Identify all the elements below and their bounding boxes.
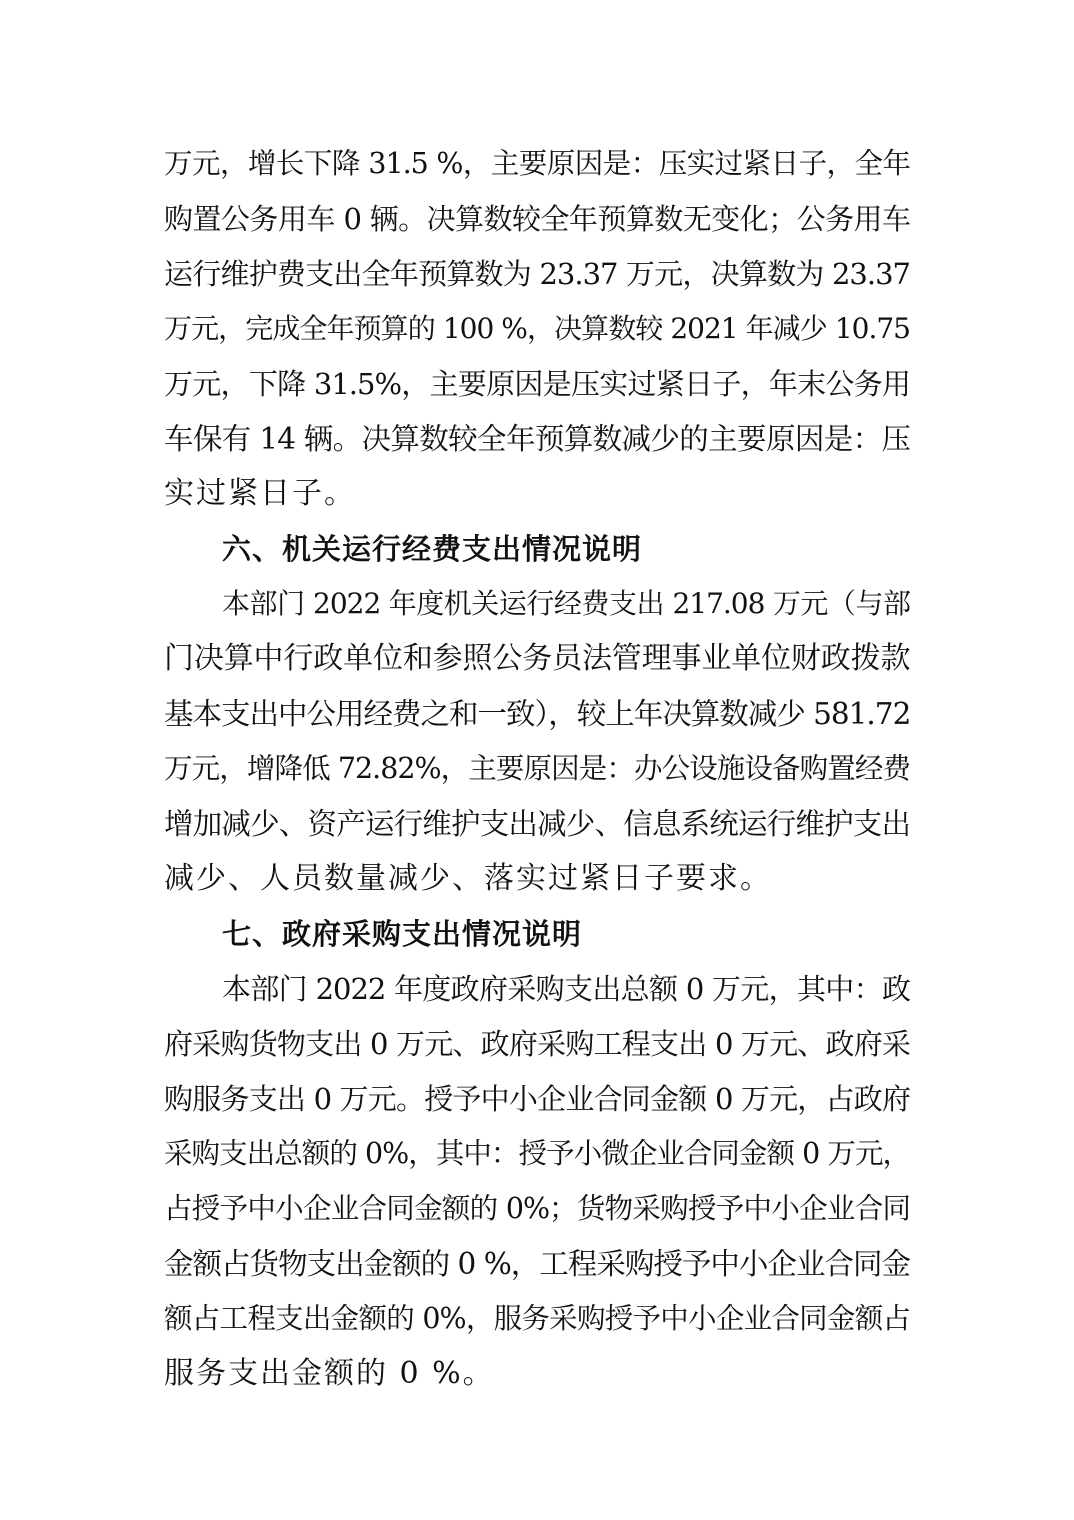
para2-line-6: 减少、人员数量减少、落实过紧日子要求。	[164, 861, 772, 896]
para1-line-1: 万元，增长下降 31.5 %，主要原因是：压实过紧日子，全年	[164, 147, 910, 180]
para1-line-5: 万元，下降 31.5%，主要原因是压实过紧日子，年末公务用	[164, 367, 910, 401]
para1-line-3: 运行维护费支出全年预算数为 23.37 万元，决算数为 23.37	[164, 257, 910, 291]
para3-line-1: 本部门 2022 年度政府采购支出总额 0 万元，其中：政	[222, 972, 910, 1006]
para2-line-2: 门决算中行政单位和参照公务员法管理事业单位财政拨款	[164, 641, 910, 676]
para3-line-2: 府采购货物支出 0 万元、政府采购工程支出 0 万元、政府采	[164, 1027, 910, 1061]
para3-line-5: 占授予中小企业合同金额的 0%；货物采购授予中小企业合同	[164, 1192, 910, 1225]
para3-line-8: 服务支出金额的 0 %。	[164, 1356, 495, 1391]
para2-line-3: 基本支出中公用经费之和一致），较上年决算数减少 581.72	[164, 697, 911, 731]
para3-line-6: 金额占货物支出金额的 0 %，工程采购授予中小企业合同金	[164, 1247, 910, 1281]
section-heading-6: 六、机关运行经费支出情况说明	[222, 532, 643, 566]
section-heading-7: 七、政府采购支出情况说明	[222, 917, 583, 951]
para1-line-6: 车保有 14 辆。决算数较全年预算数减少的主要原因是：压	[164, 422, 910, 456]
para3-line-7: 额占工程支出金额的 0%，服务采购授予中小企业合同金额占	[164, 1302, 910, 1335]
para1-line-4: 万元，完成全年预算的 100 %，决算数较 2021 年减少 10.75	[164, 312, 910, 345]
para3-line-4: 采购支出总额的 0%，其中：授予小微企业合同金额 0 万元，	[164, 1137, 910, 1170]
para1-line-2: 购置公务用车 0 辆。决算数较全年预算数无变化；公务用车	[164, 202, 910, 236]
para2-line-4: 万元，增降低 72.82%，主要原因是：办公设施设备购置经费	[164, 752, 910, 785]
para2-line-1: 本部门 2022 年度机关运行经费支出 217.08 万元（与部	[222, 587, 910, 620]
para1-line-7: 实过紧日子。	[164, 476, 356, 511]
para3-line-3: 购服务支出 0 万元。授予中小企业合同金额 0 万元，占政府	[164, 1082, 910, 1116]
para2-line-5: 增加减少、资产运行维护支出减少、信息系统运行维护支出	[164, 807, 910, 841]
